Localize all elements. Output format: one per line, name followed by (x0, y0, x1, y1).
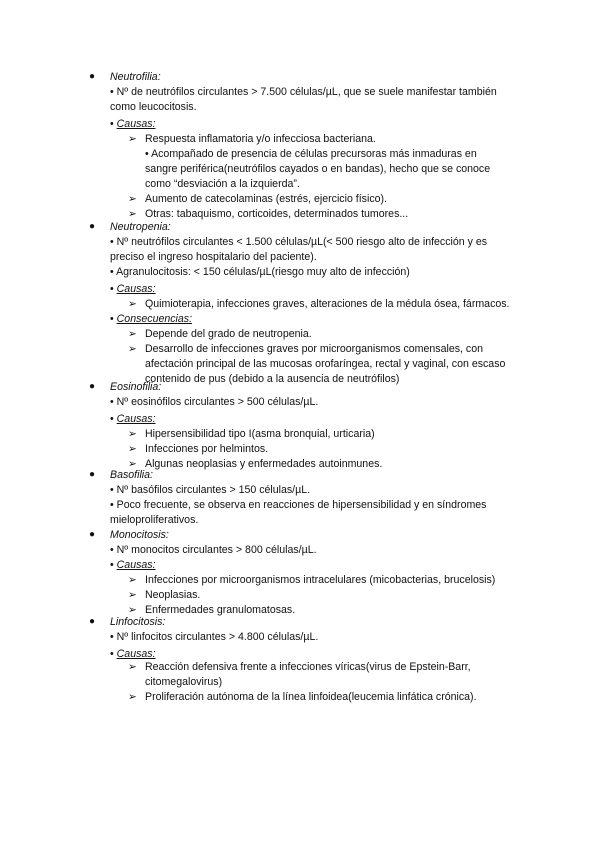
cause-item: Enfermedades granulomatosas. (145, 604, 296, 616)
bullet-disc: ● (89, 529, 96, 540)
consequence-item: Desarrollo de infecciones graves por microorganismos comensales, con (145, 343, 483, 355)
causas-heading: • Causas: (110, 283, 156, 295)
causas-heading: • Causas: (110, 413, 156, 425)
arrow-bullet-icon: ➢ (128, 428, 137, 440)
cause-item: Infecciones por helmintos. (145, 443, 269, 455)
causas-label: Causas: (116, 413, 156, 425)
bullet-disc: ● (89, 221, 96, 232)
arrow-bullet-icon: ➢ (128, 193, 137, 205)
consecuencias-heading: • Consecuencias: (110, 313, 193, 325)
text-line: • Nº basófilos circulantes > 150 células/µL. (110, 484, 311, 496)
cause-item: Proliferación autónoma de la línea linfoidea(leucemia linfática crónica). (145, 691, 477, 703)
causas-heading: • Causas: (110, 118, 156, 130)
arrow-bullet-icon: ➢ (128, 133, 137, 145)
causas-heading: • Causas: (110, 648, 156, 660)
text-line: • Nº neutrófilos circulantes < 1.500 células/µL(< 500 riesgo alto de infección y es (110, 236, 488, 248)
causas-heading: • Causas: (110, 559, 156, 571)
bullet-disc: ● (89, 616, 96, 627)
consecuencias-label: Consecuencias: (116, 313, 193, 325)
consequence-item: Depende del grado de neutropenia. (145, 328, 312, 340)
arrow-bullet-icon: ➢ (128, 589, 137, 601)
text-line: preciso el ingreso hospitalario del paciente). (110, 251, 317, 263)
cause-detail-line: sangre periférica(neutrófilos cayados o en bandas), hecho que se conoce (145, 163, 491, 175)
text-line: • Nº linfocitos circulantes > 4.800 células/µL. (110, 631, 319, 643)
section-title: Basofilia: (110, 469, 153, 481)
arrow-bullet-icon: ➢ (128, 604, 137, 616)
bullet-disc: ● (89, 71, 96, 82)
arrow-bullet-icon: ➢ (128, 328, 137, 340)
text-line: • Nº eosinófilos circulantes > 500 células/µL. (110, 396, 319, 408)
bullet-disc: ● (89, 469, 96, 480)
cause-item: Hipersensibilidad tipo I(asma bronquial, urticaria) (145, 428, 375, 440)
cause-item: Otras: tabaquismo, corticoides, determinados tumores... (145, 208, 409, 220)
causas-label: Causas: (116, 283, 156, 295)
section-title: Neutropenia: (110, 221, 171, 233)
cause-item: Aumento de catecolaminas (estrés, ejercicio físico). (145, 193, 387, 205)
text-line: como leucocitosis. (110, 101, 197, 113)
text-line: mieloproliferativos. (110, 514, 199, 526)
arrow-bullet-icon: ➢ (128, 661, 137, 673)
arrow-bullet-icon: ➢ (128, 343, 137, 355)
cause-cont-line: citomegalovirus) (145, 676, 223, 688)
arrow-bullet-icon: ➢ (128, 208, 137, 220)
text-line: • Poco frecuente, se observa en reacciones de hipersensibilidad y en síndromes (110, 499, 487, 511)
arrow-bullet-icon: ➢ (128, 691, 137, 703)
causas-label: Causas: (116, 648, 156, 660)
section-title: Linfocitosis: (110, 616, 166, 628)
bullet-disc: ● (89, 381, 96, 392)
arrow-bullet-icon: ➢ (128, 458, 137, 470)
cause-item: Respuesta inflamatoria y/o infecciosa bacteriana. (145, 133, 376, 145)
text-line: • Nº de neutrófilos circulantes > 7.500 células/µL, que se suele manifestar también (110, 86, 497, 98)
cause-detail-line: como “desviación a la izquierda”. (145, 178, 300, 190)
cause-item: Algunas neoplasias y enfermedades autoinmunes. (145, 458, 383, 470)
arrow-bullet-icon: ➢ (128, 574, 137, 586)
arrow-bullet-icon: ➢ (128, 443, 137, 455)
text-line: • Agranulocitosis: < 150 células/µL(riesgo muy alto de infección) (110, 266, 410, 278)
consequence-cont-line: contenido de pus (debido a la ausencia de neutrófilos) (145, 373, 400, 385)
section-title: Eosinofilia: (110, 381, 162, 393)
arrow-bullet-icon: ➢ (128, 298, 137, 310)
cause-item: Quimioterapia, infecciones graves, alteraciones de la médula ósea, fármacos. (145, 298, 510, 310)
cause-item: Infecciones por microorganismos intracelulares (micobacterias, brucelosis) (145, 574, 496, 586)
section-title: Neutrofilia: (110, 71, 161, 83)
text-line: • Nº monocitos circulantes > 800 células/µL. (110, 544, 317, 556)
causas-label: Causas: (116, 118, 156, 130)
cause-item: Reacción defensiva frente a infecciones víricas(virus de Epstein-Barr, (145, 661, 471, 673)
cause-item: Neoplasias. (145, 589, 201, 601)
section-title: Monocitosis: (110, 529, 169, 541)
cause-detail-line: • Acompañado de presencia de células precursoras más inmaduras en (145, 148, 477, 160)
consequence-cont-line: afectación principal de las mucosas orofaríngea, rectal y vaginal, con escaso (145, 358, 506, 370)
causas-label: Causas: (116, 559, 156, 571)
